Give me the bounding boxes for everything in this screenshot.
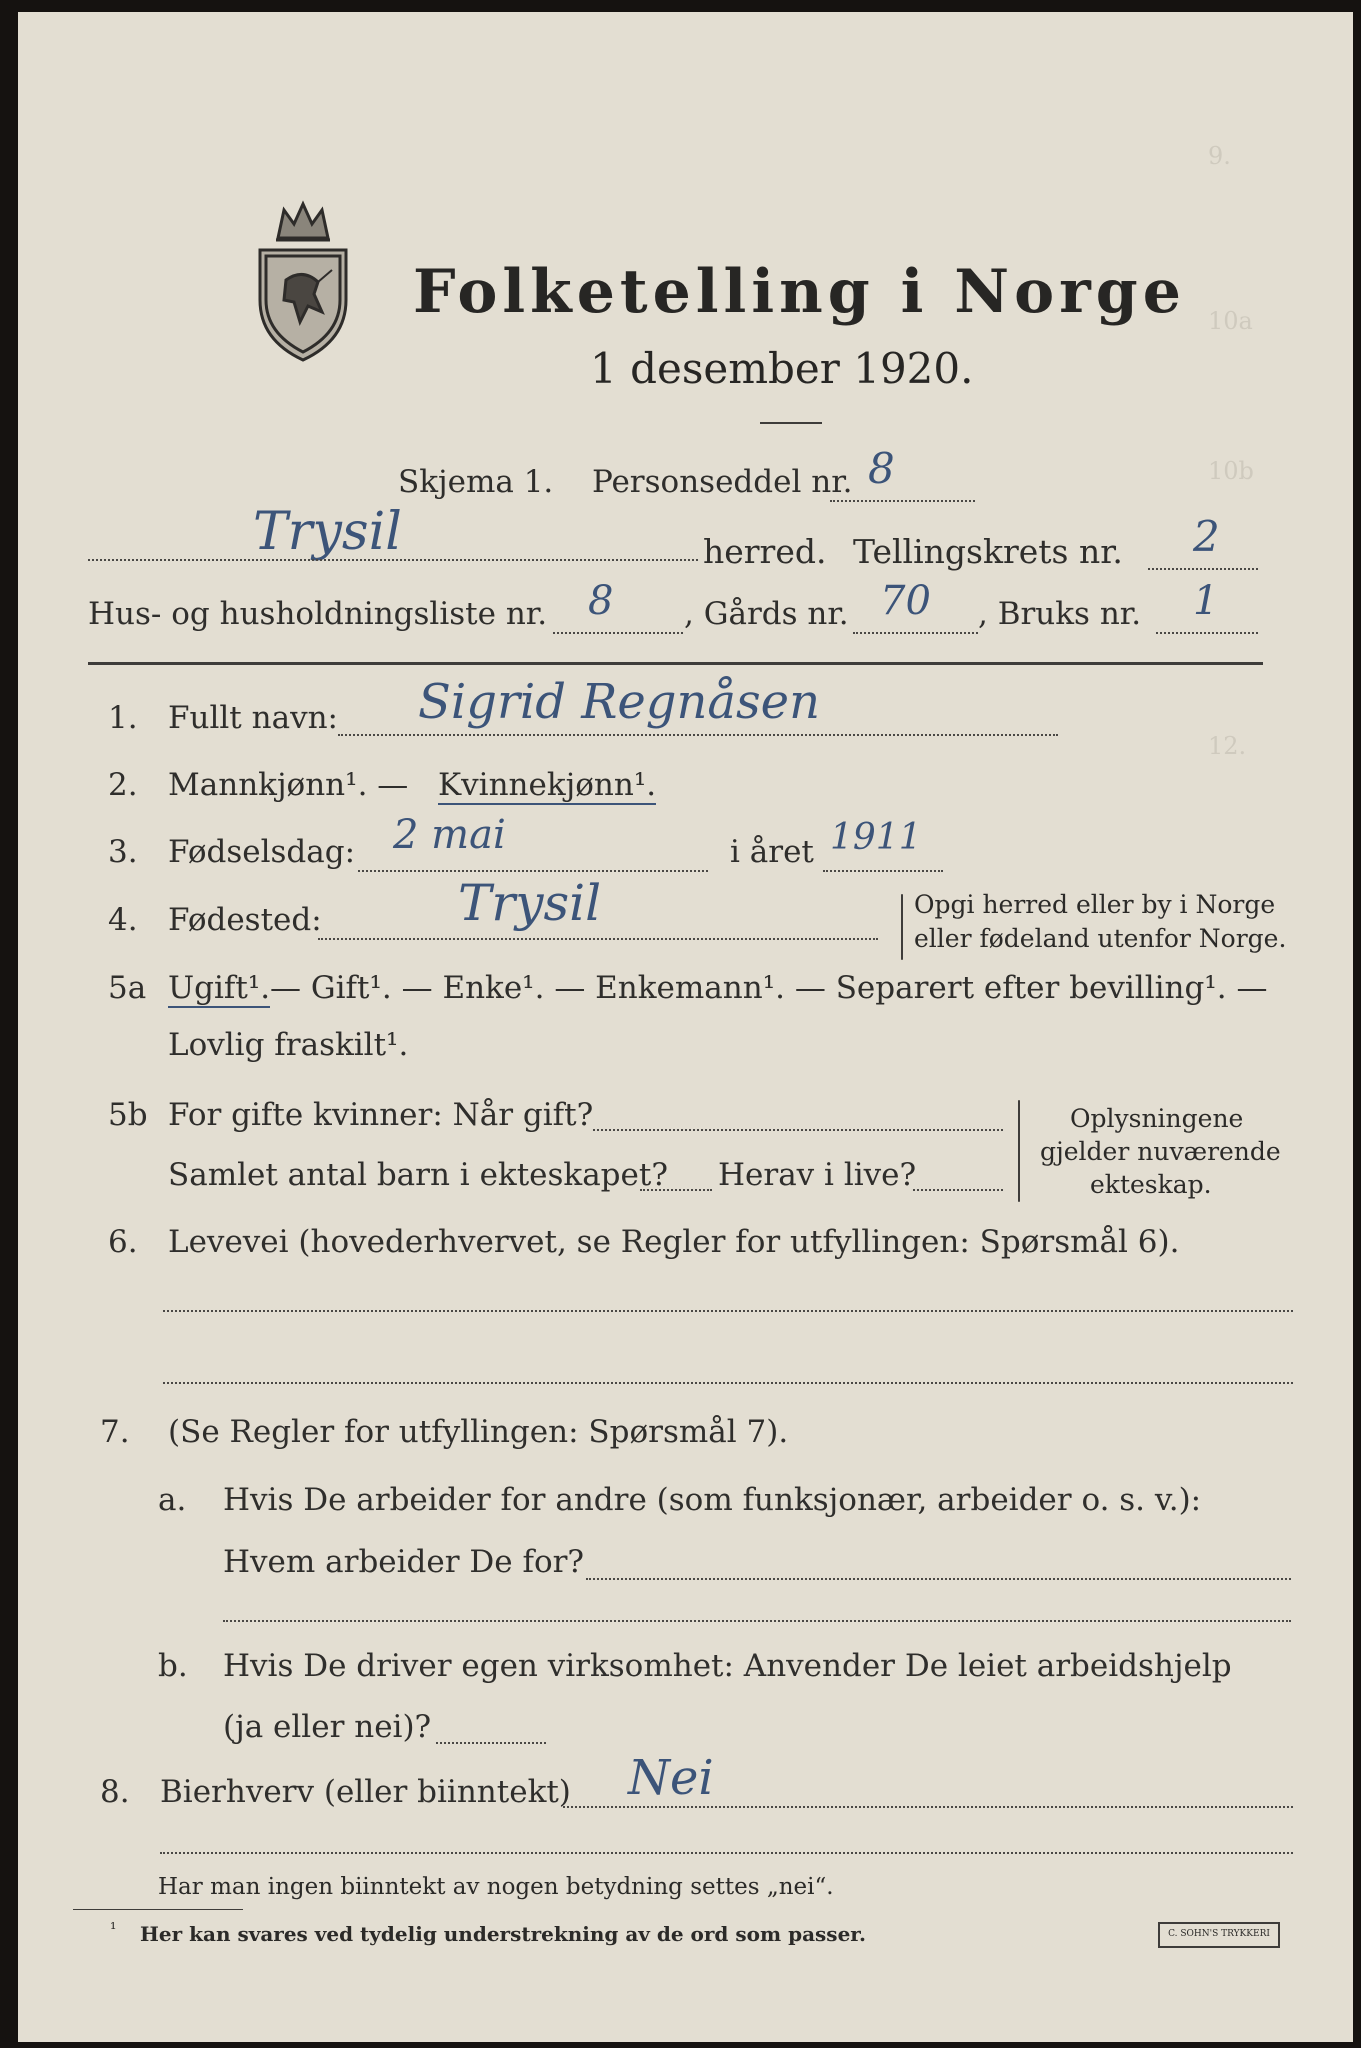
q3-label: Fødselsdag: <box>168 834 356 870</box>
census-form-page <box>18 12 1353 2042</box>
side-income-field-line-2[interactable] <box>160 1852 1293 1854</box>
personseddel-label: Personseddel nr. <box>592 464 853 500</box>
herred-value[interactable]: Trysil <box>253 502 402 562</box>
q6-question: Levevei (hovederhvervet, se Regler for utfyllingen: Spørsmål 6). <box>168 1224 1180 1260</box>
footnote-rule <box>73 1909 243 1910</box>
full-name-field-line <box>338 734 1058 736</box>
bleed-through-text: 10b <box>1208 457 1254 485</box>
q4-note-line-2: eller fødeland utenfor Norge. <box>914 924 1287 953</box>
q6-number: 6. <box>108 1224 138 1260</box>
birth-year-value[interactable]: 1911 <box>830 817 922 858</box>
q5b-alive-label: Herav i live? <box>718 1157 917 1193</box>
footnote-marker: ¹ <box>110 1919 117 1938</box>
q7-number: 7. <box>100 1414 130 1450</box>
header-divider <box>88 662 1263 665</box>
q7b-question: Hvis De driver egen virksomhet: Anvender De leiet arbeidshjelp <box>223 1648 1232 1684</box>
q2-male-option[interactable]: Mannkjønn¹. — <box>168 767 409 803</box>
no-side-income-note: Har man ingen biinntekt av nogen betydning settes „nei“. <box>158 1874 834 1900</box>
q7-question: (Se Regler for utfyllingen: Spørsmål 7). <box>168 1414 789 1450</box>
bleed-through-text: 10a <box>1208 307 1253 335</box>
q5b-note-line-3: ekteskap. <box>1090 1170 1212 1199</box>
q1-label: Fullt navn: <box>168 700 338 736</box>
q2-number: 2. <box>108 767 138 803</box>
q4-number: 4. <box>108 902 138 938</box>
q8-number: 8. <box>100 1774 130 1810</box>
bruks-label: , Bruks nr. <box>978 596 1142 632</box>
norwegian-coat-of-arms-icon <box>248 190 358 365</box>
q6-answer-line-2[interactable] <box>163 1382 1293 1384</box>
q5b-children-label: Samlet antal barn i ekteskapet? <box>168 1157 668 1193</box>
q5a-other-options[interactable]: — Gift¹. — Enke¹. — Enkemann¹. — Separert efter bevilling¹. — <box>270 970 1268 1006</box>
q4-note-line-1: Opgi herred eller by i Norge <box>914 890 1276 919</box>
birthplace-field-line <box>318 938 878 940</box>
q3-year-label: i året <box>730 834 814 870</box>
full-name-value[interactable]: Sigrid Regnåsen <box>418 674 820 730</box>
q5a-ugift-option-underlined[interactable]: Ugift¹. <box>168 970 271 1006</box>
gards-field-line <box>853 632 978 634</box>
tellingskrets-field-line <box>1148 568 1258 570</box>
q1-number: 1. <box>108 700 138 736</box>
q7a-employer-label: Hvem arbeider De for? <box>223 1544 585 1580</box>
schema-label: Skjema 1. <box>398 464 554 500</box>
q7a-letter: a. <box>158 1482 187 1518</box>
title-divider <box>760 422 822 424</box>
footnote-text: Her kan svares ved tydelig understrekning av de ord som passer. <box>140 1922 866 1946</box>
tellingskrets-label: Tellingskrets nr. <box>853 532 1123 571</box>
gards-number[interactable]: 70 <box>880 578 931 624</box>
birthplace-value[interactable]: Trysil <box>458 874 602 932</box>
q7a-question: Hvis De arbeider for andre (som funksjonær, arbeider o. s. v.): <box>223 1482 1202 1518</box>
personseddel-field-line <box>830 500 975 502</box>
birth-date-field-line <box>358 870 708 872</box>
q7b-yes-no-label: (ja eller nei)? <box>223 1709 432 1745</box>
q3-number: 3. <box>108 834 138 870</box>
q5b-note-line-1: Oplysningene <box>1070 1104 1244 1133</box>
herred-field-line <box>88 559 698 561</box>
gards-label: , Gårds nr. <box>684 596 849 632</box>
husliste-number[interactable]: 8 <box>588 578 614 624</box>
q7b-letter: b. <box>158 1648 188 1684</box>
q5b-when-married-field-line <box>593 1129 1003 1131</box>
q5b-number: 5b <box>108 1097 148 1133</box>
q4-label: Fødested: <box>168 902 322 938</box>
q8-label: Bierhverv (eller biinntekt) <box>160 1774 571 1810</box>
q7a-employer-field-line-2[interactable] <box>223 1620 1291 1622</box>
birth-date-value[interactable]: 2 mai <box>393 812 506 858</box>
tellingskrets-number[interactable]: 2 <box>1193 512 1220 561</box>
bleed-through-text: 12. <box>1208 732 1247 760</box>
census-date: 1 desember 1920. <box>590 344 974 393</box>
q5a-fraskilt-option[interactable]: Lovlig fraskilt¹. <box>168 1027 409 1063</box>
q7b-yes-no-field-line[interactable] <box>436 1742 546 1744</box>
q5a-number: 5a <box>108 970 147 1006</box>
q5b-alive-field-line <box>913 1189 1003 1191</box>
bruks-field-line <box>1156 632 1258 634</box>
husliste-label: Hus- og husholdningsliste nr. <box>88 596 548 632</box>
q5b-note-line-2: gjelder nuværende <box>1040 1137 1281 1166</box>
printer-stamp: C. SOHN'S TRYKKERI <box>1158 1922 1280 1948</box>
q5b-children-field-line <box>640 1189 712 1191</box>
q2-female-option-underlined[interactable]: Kvinnekjønn¹. <box>438 767 657 803</box>
bleed-through-text: 9. <box>1208 142 1231 170</box>
q4-note-brace <box>901 894 903 960</box>
q5b-note-brace <box>1018 1100 1020 1202</box>
form-title: Folketelling i Norge <box>413 257 1186 327</box>
herred-label: herred. <box>703 532 827 571</box>
q6-answer-line-1[interactable] <box>163 1310 1293 1312</box>
q7a-employer-field-line[interactable] <box>586 1578 1291 1580</box>
bruks-number[interactable]: 1 <box>1193 578 1219 624</box>
personseddel-number[interactable]: 8 <box>868 444 895 493</box>
birth-year-field-line <box>823 870 943 872</box>
q5b-when-married-label: For gifte kvinner: Når gift? <box>168 1097 594 1133</box>
husliste-field-line <box>553 632 683 634</box>
side-income-value[interactable]: Nei <box>628 1750 714 1806</box>
side-income-field-line <box>563 1806 1293 1808</box>
